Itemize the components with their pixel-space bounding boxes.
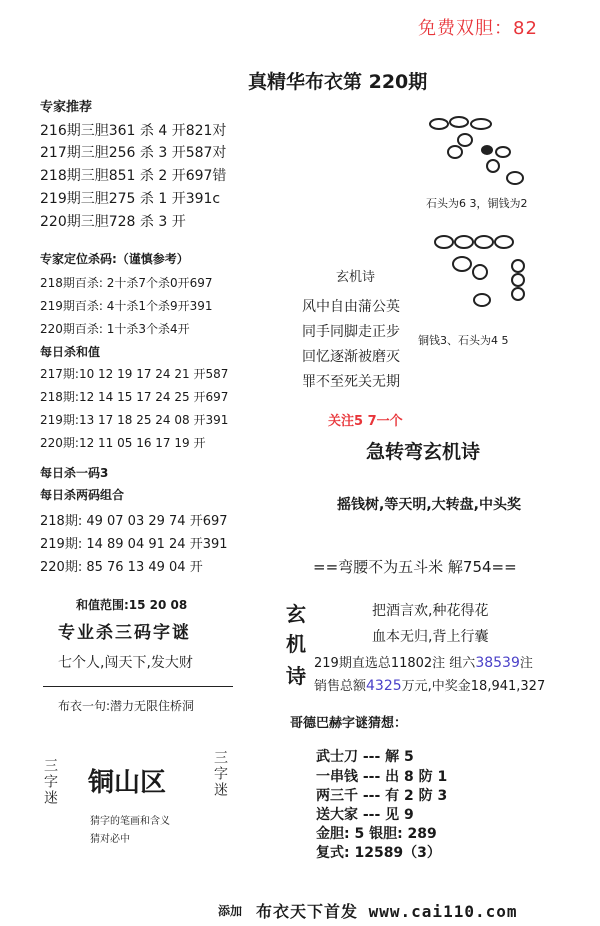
sum-row: 218期:12 14 15 17 24 25 开697: [40, 390, 229, 404]
poem-line: 罪不至死关无期: [302, 374, 400, 390]
bend-line: ==弯腰不为五斗米 解754==: [313, 558, 517, 576]
goldbach-row: 一串钱 --- 出 8 防 1: [316, 769, 448, 785]
poem-line: 回忆逐渐被磨灭: [302, 349, 400, 365]
kill-two-heading: 每日杀两码组合: [40, 488, 125, 502]
expert-row: 216期三胆361 杀 4 开821对: [40, 123, 227, 139]
poem-line: 风中自由蒲公英: [302, 299, 400, 315]
goldbach-row: 复式: 12589（3）: [316, 845, 441, 861]
focus-line: 关注5 7一个: [328, 414, 403, 429]
xuanji-char: 机: [286, 632, 306, 656]
sales-number: 4325: [366, 678, 402, 694]
poem-heading: 玄机诗: [336, 270, 376, 285]
sales-text: 万元,中奖金18,941,327: [401, 679, 546, 694]
expert-row: 219期三胆275 杀 1 开391c: [40, 191, 221, 207]
riddle-side-left: 三字迷: [42, 758, 58, 806]
sum-heading: 每日杀和值: [40, 345, 101, 359]
divider: [43, 686, 233, 687]
kill-row: 220期百杀: 1十杀3个杀4开: [40, 322, 190, 336]
footer-add: 添加: [218, 904, 243, 918]
goldbach-row: 金胆: 5 银胆: 289: [316, 826, 437, 842]
expert-row: 217期三胆256 杀 3 开587对: [40, 145, 227, 161]
kill-one-heading: 每日杀一码3: [40, 466, 109, 480]
riddle-side-right: 三字迷: [212, 750, 228, 798]
xuanji-char: 玄: [286, 602, 306, 626]
poem-line: 同手同脚走正步: [302, 324, 400, 340]
expert-row: 220期三胆728 杀 3 开: [40, 214, 186, 230]
footer-slogan: 布衣天下首发 www.cai110.com: [256, 902, 518, 921]
sum-row: 219期:13 17 18 25 24 08 开391: [40, 413, 229, 427]
expert-heading: 专家推荐: [40, 100, 93, 115]
sales-line: [314, 675, 545, 694]
riddle-line: 七个人,闯天下,发大财: [58, 655, 193, 671]
sales-text: 注: [519, 656, 533, 671]
kill-two-row: 219期: 14 89 04 91 24 开391: [40, 537, 228, 552]
riddle-note: 猜字的笔画和含义: [90, 816, 170, 827]
page-title: 真精华布衣第 220期: [248, 71, 428, 93]
kill-heading: 专家定位杀码:（谨慎参考）: [40, 252, 189, 266]
xuanji-line: 把酒言欢,种花得花: [372, 603, 489, 619]
xuanji-char: 诗: [286, 664, 306, 688]
sum-range: 和值范围:15 20 08: [76, 598, 188, 612]
expert-row: 218期三胆851 杀 2 开697错: [40, 168, 227, 184]
turn-poem-title: 急转弯玄机诗: [366, 441, 481, 463]
sum-row: 220期:12 11 05 16 17 19 开: [40, 436, 206, 450]
kill-two-row: 220期: 85 76 13 49 04 开: [40, 560, 203, 575]
coin-stone-picture: [425, 112, 535, 192]
goldbach-row: 武士刀 --- 解 5: [316, 749, 414, 765]
sales-line: [314, 652, 533, 671]
picture-caption: 铜钱3、石头为4 5: [418, 334, 509, 347]
goldbach-row: 送大家 --- 见 9: [316, 807, 414, 823]
riddle-note: 猜对必中: [90, 834, 130, 845]
sales-text: 销售总额: [314, 679, 367, 694]
free-double-badge: 免费双胆：82: [418, 18, 538, 39]
kill-row: 219期百杀: 4十杀1个杀9开391: [40, 299, 213, 313]
goldbach-row: 两三千 --- 有 2 防 3: [316, 788, 448, 804]
district-riddle: 铜山区: [88, 768, 167, 798]
buyi-line: 布衣一句:潜力无限住桥洞: [58, 699, 195, 713]
turn-poem-line: 摇钱树,等天明,大转盘,中头奖: [337, 497, 521, 513]
sales-text: 219期直选总11802注 组六: [314, 656, 476, 671]
kill-two-row: 218期: 49 07 03 29 74 开697: [40, 514, 228, 529]
sum-row: 217期:10 12 19 17 24 21 开587: [40, 367, 229, 381]
goldbach-heading: 哥德巴赫字谜猜想：: [290, 716, 408, 731]
kill-row: 218期百杀: 2十杀7个杀0开697: [40, 276, 213, 290]
xuanji-line: 血本无归,背上行囊: [372, 629, 489, 645]
coin-stone-picture: [432, 232, 542, 322]
special-kill-title: 专业杀三码字谜: [58, 623, 191, 643]
sales-number: 38539: [475, 655, 520, 671]
picture-caption: 石头为6 3，铜钱为2: [426, 197, 528, 210]
